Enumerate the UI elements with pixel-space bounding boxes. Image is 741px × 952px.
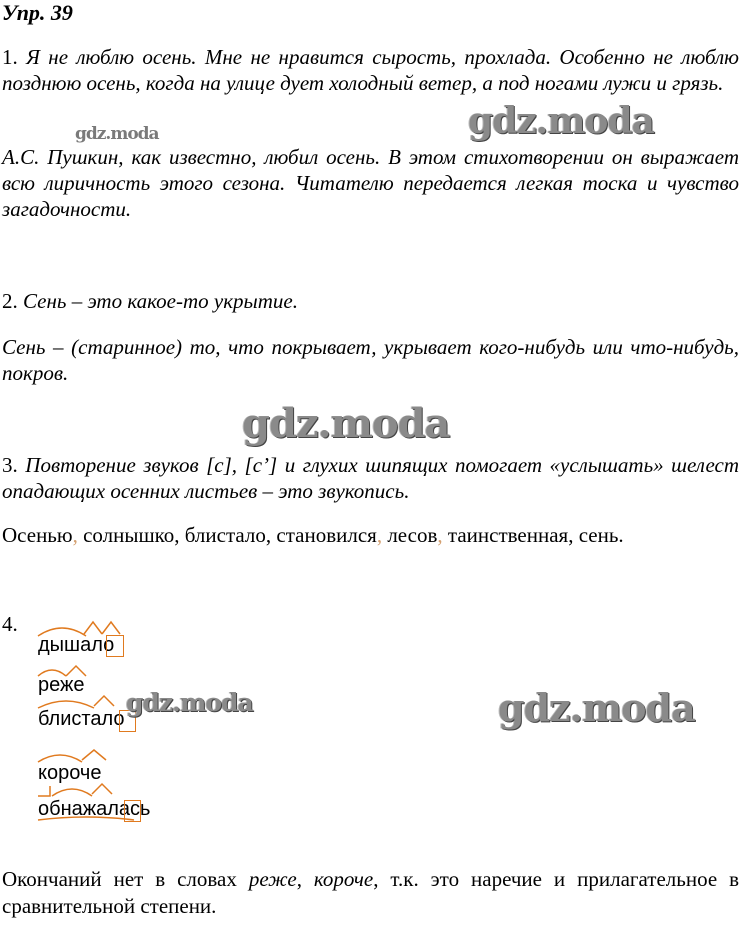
paragraph-1-text: Я не люблю осень. Мне не нравится сырость, прохлада. Особенно не люблю позднюю осень, когда на улице дует холодный ветер, а под ногами лужи и грязь.	[2, 45, 739, 95]
word-1: Осенью	[2, 523, 73, 547]
watermark-2: gdz.moda	[242, 400, 450, 447]
paragraph-3	[2, 452, 739, 504]
item-number-2: 2.	[2, 289, 18, 313]
paragraph-2	[2, 288, 739, 314]
comma: ,	[376, 523, 383, 547]
ending-box	[124, 800, 141, 822]
comma: ,	[568, 523, 574, 547]
exercise-title: Упр. 39	[2, 0, 73, 25]
conclusion	[2, 866, 739, 920]
word-2: солнышко	[83, 523, 175, 547]
comma: ,	[72, 523, 78, 547]
conclusion-word-2: короче	[313, 867, 374, 891]
watermark-small-1: gdz.moda	[75, 124, 159, 144]
morpheme-word-2: реже	[38, 674, 85, 696]
item-number-4: 4.	[2, 612, 18, 636]
morpheme-word-3: блистало	[38, 708, 125, 730]
paragraph-2b-text: Сень – (старинное) то, что покрывает, укрывает кого-нибудь или что-нибудь, покров.	[2, 335, 739, 385]
paragraph-2-text: Сень – это какое-то укрытие.	[23, 289, 298, 313]
word-7: сень.	[578, 523, 624, 547]
paragraph-3-text: Повторение звуков [с], [с’] и глухих шипящих помогает «услышать» шелест опадающих осенних листьев – это звукопись.	[2, 453, 740, 503]
conclusion-part-e: , т.к. это наречие и прилагательное в сравнительной степени.	[2, 867, 740, 918]
conclusion-sep: ,	[296, 867, 314, 891]
item-number-3: 3.	[2, 453, 18, 477]
comma: ,	[437, 523, 443, 547]
word-5: лесов	[387, 523, 438, 547]
conclusion-part-a: Окончаний нет в словах	[2, 867, 249, 891]
item-number-1: 1.	[2, 45, 18, 69]
word-4: становился	[276, 523, 377, 547]
word-6: таинственная	[447, 523, 569, 547]
watermark-3: gdz.moda	[126, 688, 253, 717]
watermark-4: gdz.moda	[498, 685, 695, 730]
morpheme-word-1: дышало	[38, 634, 115, 656]
ending-box	[106, 635, 124, 657]
conclusion-word-1: реже	[248, 867, 297, 891]
word-list-line	[2, 523, 739, 548]
paragraph-1b-text: А.С. Пушкин, как известно, любил осень. В этом стихотворении он выражает всю лиричность этого сезона. Читателю передается легкая тоска и чувство загадочности.	[2, 145, 739, 221]
morpheme-word-5: обнажалась	[38, 798, 151, 820]
comma: ,	[174, 523, 180, 547]
watermark-1: gdz.moda	[468, 100, 654, 142]
morpheme-word-4: короче	[38, 762, 102, 784]
comma: ,	[265, 523, 272, 547]
paragraph-1b	[2, 144, 739, 222]
word-3: блистало	[184, 523, 266, 547]
paragraph-2b	[2, 334, 739, 386]
paragraph-1	[2, 44, 739, 96]
